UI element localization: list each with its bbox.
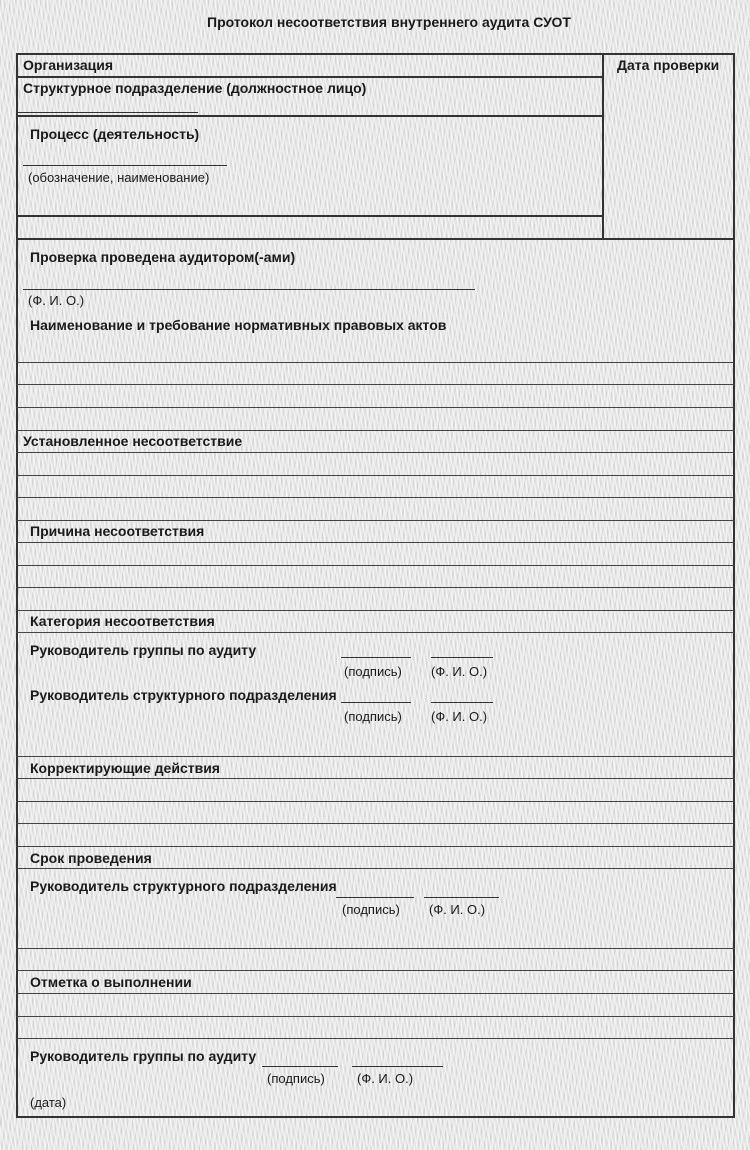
department-head-signature-line[interactable] xyxy=(341,702,411,703)
row-divider xyxy=(16,948,735,949)
inspection-date-field[interactable] xyxy=(604,78,732,236)
deadline-signature-line[interactable] xyxy=(336,897,414,898)
final-audit-group-head-label: Руководитель группы по аудиту xyxy=(30,1048,257,1064)
audit-group-head-signature-line[interactable] xyxy=(341,657,411,658)
department-head-label: Руководитель структурного подразделения xyxy=(30,687,337,703)
regulations-label: Наименование и требование нормативных правовых актов xyxy=(30,317,447,333)
deadline-department-head-label: Руководитель структурного подразделения xyxy=(30,878,337,894)
corrective-actions-label: Корректирующие действия xyxy=(30,760,220,776)
name-hint: (Ф. И. О.) xyxy=(431,709,488,724)
department-label: Структурное подразделение (должностное лицо) xyxy=(23,80,367,96)
row-divider xyxy=(16,801,735,802)
row-divider xyxy=(16,846,735,847)
row-divider xyxy=(16,215,603,217)
organization-field[interactable] xyxy=(140,55,600,75)
row-divider xyxy=(16,238,735,240)
category-label: Категория несоответствия xyxy=(30,613,215,629)
audit-group-head-name-line[interactable] xyxy=(431,657,493,658)
final-name-line[interactable] xyxy=(352,1066,443,1067)
cause-label: Причина несоответствия xyxy=(30,523,205,539)
department-head-name-line[interactable] xyxy=(431,702,493,703)
row-divider xyxy=(16,756,735,757)
table-border-bottom xyxy=(16,1116,735,1118)
row-divider xyxy=(16,632,735,633)
page-title: Протокол несоответствия внутреннего аудита СУОТ xyxy=(207,14,571,30)
auditors-name-hint: (Ф. И. О.) xyxy=(28,293,85,308)
row-divider xyxy=(16,475,735,476)
row-divider xyxy=(16,384,735,385)
row-divider xyxy=(16,1016,735,1017)
row-divider xyxy=(16,1038,735,1039)
row-divider xyxy=(16,497,735,498)
row-divider xyxy=(16,778,735,779)
row-divider xyxy=(16,430,735,431)
audit-group-head-label: Руководитель группы по аудиту xyxy=(30,642,257,658)
row-divider xyxy=(16,542,735,543)
department-field-underline[interactable] xyxy=(18,112,198,113)
date-hint: (дата) xyxy=(30,1095,67,1110)
process-field-underline[interactable] xyxy=(23,165,227,166)
row-divider xyxy=(16,868,735,869)
deadline-name-line[interactable] xyxy=(424,897,499,898)
signature-hint: (подпись) xyxy=(267,1071,325,1086)
row-divider xyxy=(16,76,603,78)
row-divider xyxy=(16,610,735,611)
row-divider xyxy=(16,452,735,453)
process-hint: (обозначение, наименование) xyxy=(28,170,210,185)
row-divider xyxy=(16,565,735,566)
organization-label: Организация xyxy=(23,57,114,73)
table-border-left xyxy=(16,53,18,1117)
deadline-label: Срок проведения xyxy=(30,850,152,866)
row-divider xyxy=(16,115,603,117)
name-hint: (Ф. И. О.) xyxy=(357,1071,414,1086)
row-divider xyxy=(16,407,735,408)
table-border-right xyxy=(733,53,735,1117)
row-divider xyxy=(16,970,735,971)
signature-hint: (подпись) xyxy=(344,664,402,679)
auditors-label: Проверка проведена аудитором(-ами) xyxy=(30,249,296,265)
completion-mark-label: Отметка о выполнении xyxy=(30,974,192,990)
row-divider xyxy=(16,823,735,824)
name-hint: (Ф. И. О.) xyxy=(431,664,488,679)
name-hint: (Ф. И. О.) xyxy=(429,902,486,917)
auditors-field-underline[interactable] xyxy=(23,289,475,290)
row-divider xyxy=(16,520,735,521)
nonconformity-label: Установленное несоответствие xyxy=(23,433,243,449)
row-divider xyxy=(16,362,735,363)
inspection-date-label: Дата проверки xyxy=(617,57,720,73)
row-divider xyxy=(16,587,735,588)
signature-hint: (подпись) xyxy=(344,709,402,724)
final-signature-line[interactable] xyxy=(262,1066,338,1067)
process-label: Процесс (деятельность) xyxy=(30,126,200,142)
signature-hint: (подпись) xyxy=(342,902,400,917)
row-divider xyxy=(16,993,735,994)
